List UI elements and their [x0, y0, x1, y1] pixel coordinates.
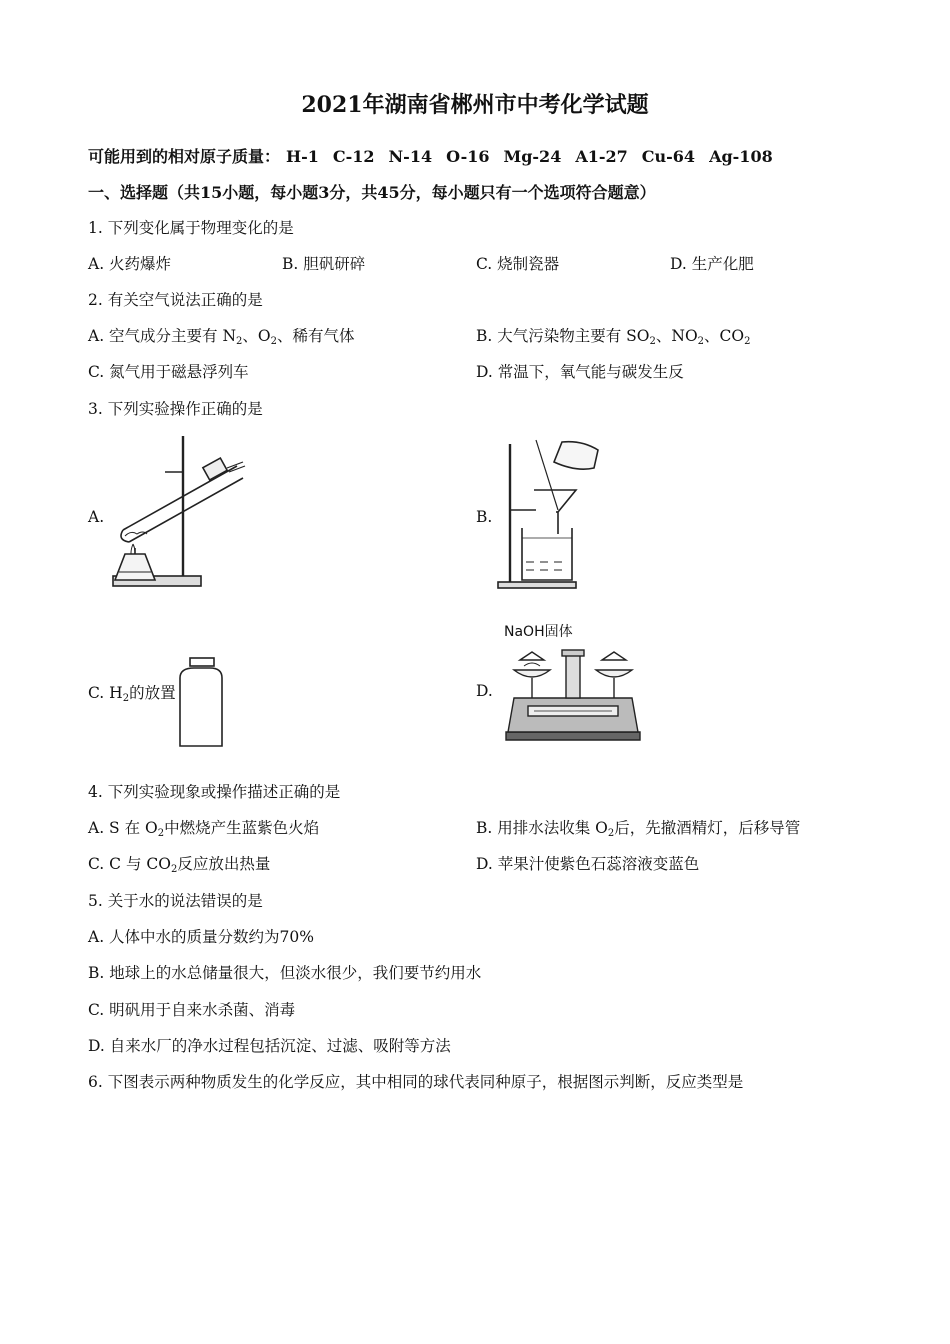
mass-item: Cu-64	[641, 147, 696, 166]
q3-option-b: B.	[476, 508, 493, 526]
q3-option-d: D.	[476, 682, 493, 700]
q6-stem: 6. 下图表示两种物质发生的化学反应，其中相同的球代表同种原子，根据图示判断，反应类型是	[88, 1073, 744, 1091]
q4-stem: 4. 下列实验现象或操作描述正确的是	[88, 783, 341, 801]
atomic-masses	[88, 144, 787, 167]
q1-option-b: B. 胆矾研碎	[282, 255, 366, 273]
q4-option-a: A. S 在 $O_2$中燃烧产生蓝紫色火焰	[88, 819, 320, 839]
q2-stem: 2. 有关空气说法正确的是	[88, 291, 263, 309]
q2-option-a: A. 空气成分主要有 $N_2$、$O_2$、稀有气体	[88, 327, 355, 347]
q4-option-d: D. 苹果汁使紫色石蕊溶液变蓝色	[476, 855, 700, 873]
mass-item: Mg-24	[503, 147, 562, 166]
mass-item: O-16	[446, 147, 490, 166]
q1-option-c: C. 烧制瓷器	[476, 255, 560, 273]
mass-item: N-14	[388, 147, 433, 166]
figure-b-filtration-apparatus	[496, 438, 606, 590]
q2-option-b: B. 大气污染物主要有 $SO_2$、$NO_2$、$CO_2$	[476, 327, 751, 347]
q3-stem: 3. 下列实验操作正确的是	[88, 400, 263, 418]
mass-item: C-12	[332, 147, 375, 166]
atomic-masses-label: 可能用到的相对原子质量：	[88, 147, 281, 166]
q3-option-a: A.	[88, 508, 105, 526]
naoh-label: NaOH固体	[504, 624, 573, 640]
section-heading: 一、选择题（共15小题，每小题3分，共45分，每小题只有一个选项符合题意）	[88, 183, 656, 202]
q1-option-a: A. 火药爆炸	[88, 255, 172, 273]
mass-item: Ag-108	[709, 147, 773, 166]
page-title: 2021年湖南省郴州市中考化学试题	[301, 92, 649, 118]
mass-item: A1-27	[575, 147, 628, 166]
q2-option-c: C. 氮气用于磁悬浮列车	[88, 363, 249, 381]
q5-option-d: D. 自来水厂的净水过程包括沉淀、过滤、吸附等方法	[88, 1037, 451, 1055]
q5-option-a: A. 人体中水的质量分数约为70%	[88, 928, 314, 946]
q5-stem: 5. 关于水的说法错误的是	[88, 892, 263, 910]
q1-option-d: D. 生产化肥	[670, 255, 754, 273]
q5-option-c: C. 明矾用于自来水杀菌、消毒	[88, 1001, 296, 1019]
figure-c-gas-bottle	[176, 656, 226, 752]
q4-option-c: C. C 与 $CO_2$反应放出热量	[88, 855, 271, 875]
figure-d-balance	[498, 622, 648, 746]
mass-item: H-1	[286, 147, 319, 166]
q2-option-d: D. 常温下，氧气能与碳发生反	[476, 363, 684, 381]
figure-a-heating-apparatus	[105, 432, 250, 592]
q5-option-b: B. 地球上的水总储量很大，但淡水很少，我们要节约用水	[88, 964, 482, 982]
q1-stem: 1. 下列变化属于物理变化的是	[88, 219, 294, 237]
q4-option-b: B. 用排水法收集 $O_2$后，先撤酒精灯，后移导管	[476, 819, 801, 839]
q3-option-c: C. $H_2$的放置	[88, 684, 176, 704]
